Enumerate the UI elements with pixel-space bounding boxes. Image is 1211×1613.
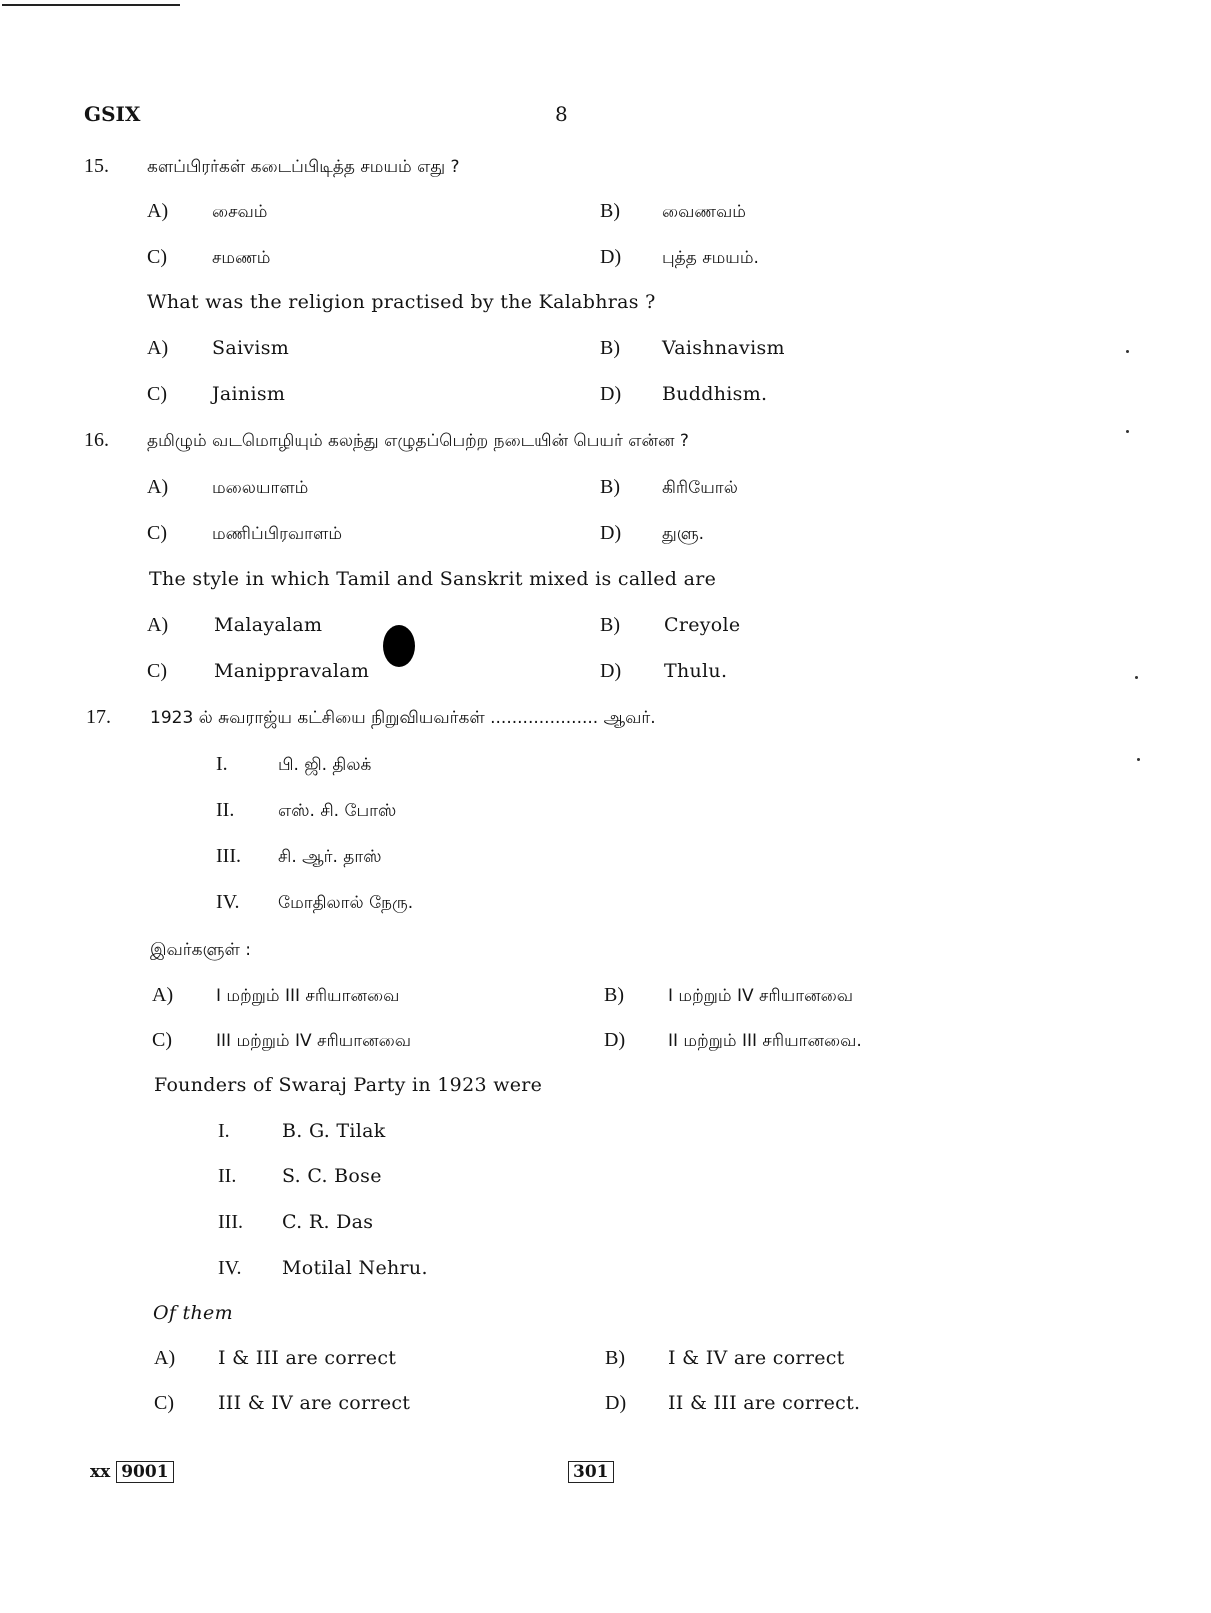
question-text-tamil: 1923 ல் சுவராஜ்ய கட்சியை நிறுவியவர்கள் .................... ஆவர்.	[150, 708, 656, 728]
option-label-b: B)	[600, 337, 620, 359]
option-c-tamil: III மற்றும் IV சரியானவை	[216, 1031, 411, 1051]
list-item-tamil: மோதிலால் நேரு.	[278, 893, 414, 913]
option-label-d: D)	[600, 383, 622, 405]
scan-speck	[1126, 350, 1129, 353]
option-a-english: I & III are correct	[218, 1347, 397, 1369]
option-label-a: A)	[147, 614, 169, 636]
option-label-d: D)	[605, 1392, 627, 1414]
footer-page-code	[568, 1462, 614, 1482]
option-label-b: B)	[605, 1347, 625, 1369]
option-b-english: Creyole	[664, 614, 741, 636]
option-b-tamil: I மற்றும் IV சரியானவை	[668, 986, 853, 1006]
paper-code: GSIX	[84, 102, 141, 126]
option-c-english: III & IV are correct	[218, 1392, 411, 1414]
footer-booklet	[90, 1462, 174, 1482]
list-item-english: C. R. Das	[282, 1211, 374, 1233]
question-text-english: The style in which Tamil and Sanskrit mixed is called are	[149, 568, 717, 590]
option-label-c: C)	[154, 1392, 174, 1414]
question-number: 15.	[84, 155, 109, 177]
option-label-c: C)	[147, 522, 167, 544]
list-num: IV.	[216, 891, 240, 913]
list-num: II.	[218, 1165, 237, 1187]
list-num: III.	[218, 1211, 243, 1233]
of-them-english: Of them	[153, 1302, 233, 1324]
option-d-tamil: துளு.	[662, 524, 705, 544]
option-d-english: II & III are correct.	[668, 1392, 861, 1414]
option-label-d: D)	[604, 1029, 626, 1051]
of-them-tamil: இவர்களுள் :	[150, 940, 251, 960]
option-c-tamil: சமணம்	[212, 248, 271, 268]
option-label-a: A)	[152, 984, 174, 1006]
option-b-english: Vaishnavism	[662, 337, 785, 359]
ink-blot-mark	[383, 625, 415, 667]
option-c-tamil: மணிப்பிரவாளம்	[212, 524, 343, 544]
option-a-tamil: I மற்றும் III சரியானவை	[216, 986, 400, 1006]
scan-speck	[1135, 676, 1138, 679]
question-number: 17.	[86, 706, 111, 728]
page-code: 301	[568, 1461, 614, 1483]
list-item-tamil: சி. ஆர். தாஸ்	[278, 847, 382, 867]
option-label-c: C)	[147, 383, 167, 405]
list-num: III.	[216, 845, 241, 867]
option-b-english: I & IV are correct	[668, 1347, 845, 1369]
option-label-a: A)	[154, 1347, 176, 1369]
option-a-tamil: மலையாளம்	[212, 478, 309, 498]
option-d-english: Buddhism.	[662, 383, 768, 405]
list-item-tamil: எஸ். சி. போஸ்	[278, 801, 397, 821]
option-b-tamil: வைணவம்	[662, 202, 746, 222]
option-b-tamil: கிரியோல்	[662, 478, 738, 498]
option-c-english: Jainism	[212, 383, 286, 405]
option-label-d: D)	[600, 246, 622, 268]
option-label-a: A)	[147, 200, 169, 222]
option-label-c: C)	[152, 1029, 172, 1051]
option-label-d: D)	[600, 522, 622, 544]
list-item-tamil: பி. ஜி. திலக்	[278, 755, 372, 775]
option-label-d: D)	[600, 660, 622, 682]
footer-prefix: xx	[90, 1462, 111, 1482]
option-label-c: C)	[147, 246, 167, 268]
option-label-b: B)	[600, 476, 620, 498]
list-num: I.	[218, 1120, 230, 1142]
option-a-english: Saivism	[212, 337, 290, 359]
option-label-b: B)	[600, 614, 620, 636]
question-text-tamil: களப்பிரர்கள் கடைப்பிடித்த சமயம் எது ?	[147, 157, 460, 177]
option-d-tamil: II மற்றும் III சரியானவை.	[668, 1031, 862, 1051]
list-num: I.	[216, 753, 228, 775]
top-border-line	[2, 4, 180, 6]
scan-speck	[1137, 758, 1140, 761]
option-label-a: A)	[147, 337, 169, 359]
scan-speck	[1126, 430, 1129, 433]
list-item-english: B. G. Tilak	[282, 1120, 386, 1142]
option-d-tamil: புத்த சமயம்.	[662, 248, 759, 268]
booklet-code: 9001	[116, 1461, 173, 1483]
option-c-english: Manippravalam	[214, 660, 370, 682]
list-num: IV.	[218, 1257, 242, 1279]
list-item-english: S. C. Bose	[282, 1165, 382, 1187]
list-item-english: Motilal Nehru.	[282, 1257, 428, 1279]
option-label-a: A)	[147, 476, 169, 498]
list-num: II.	[216, 799, 235, 821]
option-label-c: C)	[147, 660, 167, 682]
option-a-english: Malayalam	[214, 614, 323, 636]
page-number: 8	[555, 102, 568, 126]
question-text-english: What was the religion practised by the Kalabhras ?	[147, 291, 656, 313]
question-text-tamil: தமிழும் வடமொழியும் கலந்து எழுதப்பெற்ற நடையின் பெயர் என்ன ?	[147, 431, 689, 451]
option-a-tamil: சைவம்	[212, 202, 268, 222]
question-number: 16.	[84, 429, 109, 451]
option-label-b: B)	[604, 984, 624, 1006]
option-label-b: B)	[600, 200, 620, 222]
question-text-english: Founders of Swaraj Party in 1923 were	[154, 1074, 543, 1096]
option-d-english: Thulu.	[664, 660, 728, 682]
